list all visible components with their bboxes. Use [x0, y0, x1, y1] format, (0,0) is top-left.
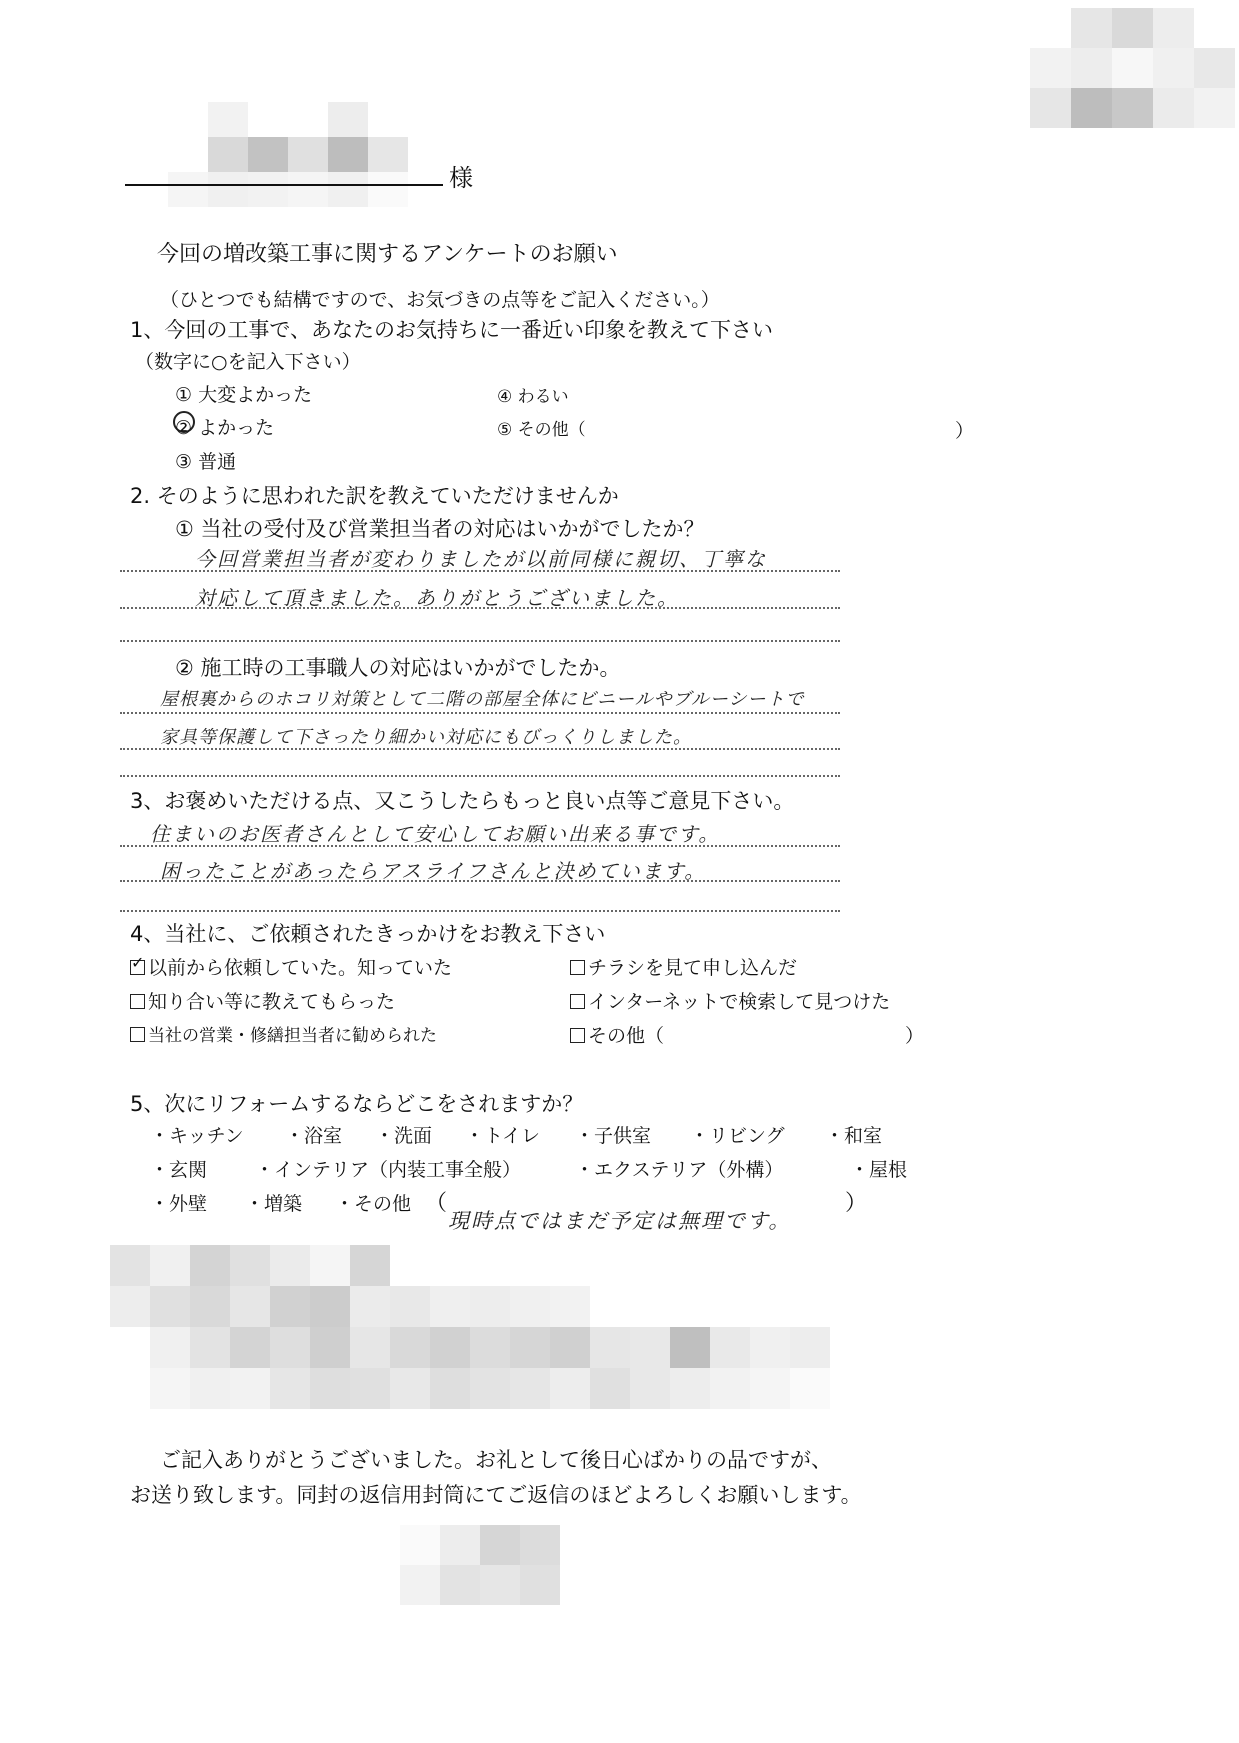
recipient-name-line: [125, 184, 443, 186]
q3-answer-line2[interactable]: 困ったことがあったらアスライフさんと決めています。: [160, 859, 707, 883]
footer-thanks-line2: お送り致します。同封の返信用封筒にてご返信のほどよろしくお願いします。: [130, 1483, 862, 1507]
q5-option-japanese-room[interactable]: ・和室: [825, 1125, 883, 1147]
q1-note: （数字に○を記入下さい）: [135, 351, 361, 373]
q5-option-roof[interactable]: ・屋根: [850, 1159, 908, 1181]
q1-option-3[interactable]: ③ 普通: [175, 451, 237, 473]
q2-sub1-rule-2: [120, 607, 840, 609]
q1-option-2[interactable]: ② よかった: [175, 417, 275, 439]
q1-option-4[interactable]: ④ わるい: [497, 387, 569, 407]
q4-question: 4、当社に、ご依頼されたきっかけをお教え下さい: [130, 922, 606, 946]
q5-question: 5、次にリフォームするならどこをされますか？: [130, 1092, 584, 1116]
q4-option-previous-client[interactable]: [130, 953, 452, 980]
q5-option-outer-wall[interactable]: ・外壁: [150, 1193, 208, 1215]
q5-option-exterior[interactable]: ・エクステリア（外構）: [575, 1159, 784, 1181]
q4-option-label: チラシを見て申し込んだ: [588, 957, 798, 979]
q2-sub2-rule-3: [120, 775, 840, 777]
q5-option-kitchen[interactable]: ・キッチン: [150, 1125, 244, 1147]
q2-sub1-question: ① 当社の受付及び営業担当者の対応はいかがでしたか？: [175, 517, 705, 541]
q4-option-label: 当社の営業・修繕担当者に勧められた: [148, 1026, 437, 1046]
q4-option-flyer[interactable]: [570, 953, 797, 980]
q4-option-internet[interactable]: [570, 987, 890, 1014]
redacted-corner-mosaic: [1030, 8, 1235, 128]
q5-option-other[interactable]: ・その他: [335, 1193, 412, 1215]
q5-other-answer[interactable]: 現時点ではまだ予定は無理です。: [448, 1209, 792, 1233]
q5-option-living[interactable]: ・リビング: [690, 1125, 785, 1147]
q2-sub2-answer-line1[interactable]: 屋根裏からのホコリ対策として二階の部屋全体にビニールやブルーシートで: [160, 689, 805, 710]
redacted-signature-mosaic: [400, 1525, 560, 1605]
q5-other-close: ）: [845, 1191, 868, 1216]
q5-option-toilet[interactable]: ・トイレ: [465, 1125, 541, 1147]
q2-sub1-rule-1: [120, 570, 840, 572]
q3-answer-line1[interactable]: 住まいのお医者さんとして安心してお願い出来る事です。: [150, 822, 721, 846]
q4-option-sales-rep[interactable]: [130, 1021, 437, 1046]
q2-sub1-answer-line2[interactable]: 対応して頂きました。ありがとうございました。: [195, 586, 679, 610]
q5-option-bathroom[interactable]: ・浴室: [285, 1125, 343, 1147]
q5-option-extension[interactable]: ・増築: [245, 1193, 303, 1215]
q1-option-1[interactable]: ① 大変よかった: [175, 384, 313, 406]
q2-question: 2. そのように思われた訳を教えていただけませんか: [130, 484, 619, 508]
q4-checkbox[interactable]: [570, 960, 585, 975]
q2-sub2-question: ② 施工時の工事職人の対応はいかがでしたか。: [175, 656, 621, 680]
q3-question: 3、お褒めいただける点、又こうしたらもっと良い点等ご意見下さい。: [130, 789, 795, 813]
q4-option-label: その他（: [588, 1025, 665, 1047]
q5-option-entrance[interactable]: ・玄関: [150, 1159, 208, 1181]
q1-option-5-close: ）: [955, 420, 975, 442]
q4-checkbox[interactable]: [570, 994, 585, 1009]
q4-option-other[interactable]: [570, 1021, 664, 1048]
q4-option-acquaintance[interactable]: [130, 987, 395, 1014]
q2-sub1-answer-line1[interactable]: 今回営業担当者が変わりましたが以前同様に親切、丁寧な: [195, 547, 767, 571]
q5-option-interior[interactable]: ・インテリア（内装工事全般）: [255, 1159, 522, 1181]
q1-question: 1、今回の工事で、あなたのお気持ちに一番近い印象を教えて下さい: [130, 318, 773, 342]
q4-checkbox[interactable]: [570, 1028, 585, 1043]
q4-option-label: インターネットで検索して見つけた: [588, 991, 891, 1013]
q4-checkbox[interactable]: [130, 994, 145, 1009]
survey-title: 今回の増改築工事に関するアンケートのお願い: [157, 242, 618, 267]
redacted-block-mosaic: [110, 1245, 866, 1409]
q3-rule-3: [120, 910, 840, 912]
honorific-sama: 様: [449, 164, 473, 192]
q2-sub2-rule-2: [120, 748, 840, 750]
q3-rule-2: [120, 880, 840, 882]
q2-sub2-rule-1: [120, 712, 840, 714]
redacted-name-mosaic: [168, 102, 433, 208]
q5-option-washroom[interactable]: ・洗面: [375, 1125, 433, 1147]
q3-rule-1: [120, 845, 840, 847]
q2-sub1-rule-3: [120, 640, 840, 642]
q4-option-label: 以前から依頼していた。知っていた: [148, 957, 453, 979]
q1-option-5[interactable]: ⑤ その他（: [497, 420, 586, 440]
check-mark-icon: ✓: [131, 953, 145, 972]
footer-thanks-line1: ご記入ありがとうございました。お礼として後日心ばかりの品ですが、: [160, 1448, 832, 1472]
q4-other-close: ）: [905, 1025, 925, 1047]
q5-other-open: （: [425, 1191, 448, 1216]
q2-sub2-answer-line2[interactable]: 家具等保護して下さったり細かい対応にもびっくりしました。: [160, 727, 692, 748]
q4-checkbox-checked[interactable]: [130, 953, 145, 975]
q5-option-kids-room[interactable]: ・子供室: [575, 1125, 652, 1147]
q4-option-label: 知り合い等に教えてもらった: [148, 991, 396, 1013]
q4-checkbox[interactable]: [130, 1027, 145, 1042]
survey-subtitle: （ひとつでも結構ですので、お気づきの点等をご記入ください。）: [160, 289, 720, 311]
